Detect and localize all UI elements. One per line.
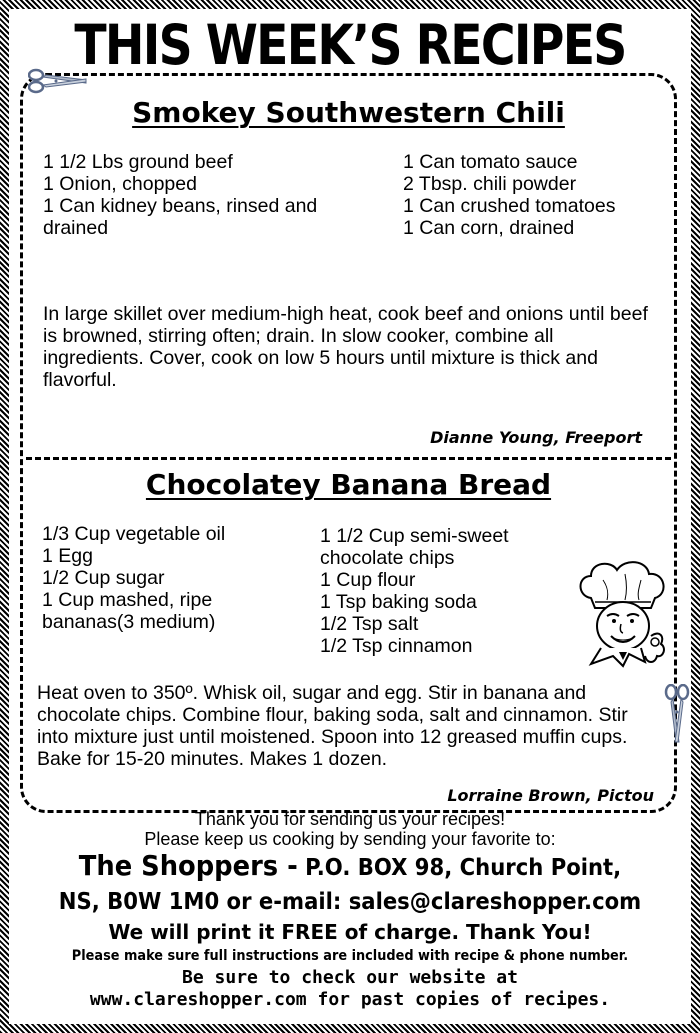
- chef-illustration: [573, 556, 673, 681]
- ingredient: 1 Egg: [42, 545, 93, 567]
- footer-website: www.clareshopper.com for past copies of recipes.: [89, 989, 611, 1010]
- footer-website-intro: Be sure to check our website at: [182, 967, 518, 988]
- shoppers-name: The Shoppers -: [78, 849, 298, 882]
- address-line: P.O. BOX 98, Church Point,: [297, 855, 622, 881]
- ingredient: 1 Can crushed tomatoes: [403, 195, 616, 217]
- bread-ingredients-left: [42, 523, 287, 633]
- footer-instructions: Please make sure full instructions are included with recipe & phone number.: [71, 948, 629, 964]
- recipe-card: [20, 73, 677, 813]
- footer: [9, 809, 691, 1011]
- ingredient: 1/2 Tsp cinnamon: [320, 635, 473, 657]
- ingredient: 1 Onion, chopped: [43, 173, 197, 195]
- footer-request: Please keep us cooking by sending your favorite to:: [144, 829, 556, 849]
- ingredient: 1 1/2 Cup semi-sweet chocolate chips: [320, 525, 509, 569]
- ingredient: 2 Tbsp. chili powder: [403, 173, 577, 195]
- bread-directions: Heat oven to 350º. Whisk oil, sugar and egg. Stir in banana and chocolate chips. Combine flour, baking soda, salt and cinnamon. Stir into mixture just until moistened. Spoon into 12 greased muffin cups. Bake for 15-20 minutes. Makes 1 dozen.: [37, 682, 628, 770]
- ingredient: 1 Can tomato sauce: [403, 151, 578, 173]
- recipe-title-chili: Smokey Southwestern Chili: [132, 96, 565, 129]
- scissors-icon: [28, 67, 90, 95]
- bread-author: Lorraine Brown, Pictou: [447, 786, 654, 805]
- page-title: THIS WEEK’S RECIPES: [74, 13, 626, 77]
- ingredient: 1 Can kidney beans, rinsed and drained: [43, 195, 318, 239]
- recipe-title-banana-bread: Chocolatey Banana Bread: [145, 468, 552, 501]
- scissors-icon: [664, 684, 690, 746]
- ingredient: 1 Can corn, drained: [403, 217, 575, 239]
- chili-ingredients-left: [43, 151, 343, 239]
- chili-ingredients-right: [403, 151, 683, 239]
- chili-directions: In large skillet over medium-high heat, cook beef and onions until beef is browned, stirring often; drain. In slow cooker, combine all ingredients. Cover, cook on low 5 hours until mixture is thick and flavorful.: [43, 303, 648, 391]
- footer-free: We will print it FREE of charge. Thank You!: [108, 920, 592, 944]
- ingredient: 1/2 Cup sugar: [42, 567, 165, 589]
- ingredient: 1 Tsp baking soda: [320, 591, 477, 613]
- footer-thanks: Thank you for sending us your recipes!: [194, 809, 506, 829]
- ingredient: 1 Cup flour: [320, 569, 416, 591]
- bread-ingredients-right: [320, 525, 560, 657]
- footer-address: [36, 849, 663, 885]
- chili-author: Dianne Young, Freeport: [430, 428, 642, 447]
- ingredient: 1 Cup mashed, ripe bananas(3 medium): [42, 589, 216, 633]
- dashed-divider: [26, 457, 671, 460]
- ingredient: 1/3 Cup vegetable oil: [42, 523, 226, 545]
- ingredient: 1/2 Tsp salt: [320, 613, 419, 635]
- ingredient: 1 1/2 Lbs ground beef: [43, 151, 233, 173]
- footer-email: NS, B0W 1M0 or e-mail: sales@clareshopper.com: [58, 889, 642, 915]
- page: [9, 9, 691, 1024]
